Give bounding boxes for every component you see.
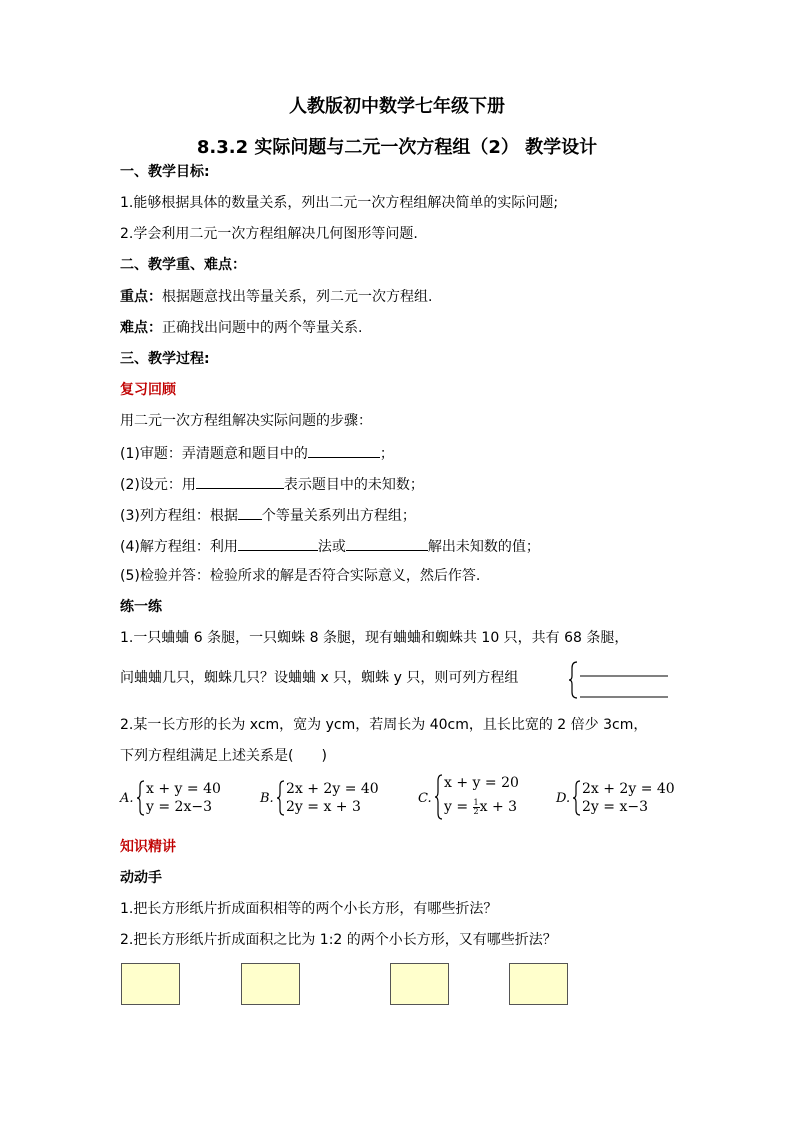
option-a-eq-1: x + y = 40 bbox=[146, 781, 221, 797]
key-point bbox=[120, 287, 432, 307]
paper-rectangle-1 bbox=[121, 963, 180, 1005]
step-3-text: (3)列方程组：根据 bbox=[120, 508, 238, 524]
step-1-text: (1)审题：弄清题意和题目中的 bbox=[120, 446, 308, 462]
option-b-eq-1: 2x + 2y = 40 bbox=[286, 781, 379, 797]
practice-heading: 练一练 bbox=[120, 599, 162, 615]
key-point-text: 根据题意找出等量关系，列二元一次方程组. bbox=[162, 289, 433, 305]
option-b-brace bbox=[276, 780, 286, 816]
option-d-eq-2: 2y = x−3 bbox=[582, 799, 648, 815]
option-d-brace bbox=[572, 780, 582, 816]
option-a-eq-2: y = 2x−3 bbox=[146, 799, 212, 815]
question-1-answer-brace bbox=[568, 660, 672, 700]
step-1-end: ； bbox=[379, 446, 394, 462]
section2-heading: 二、教学重、难点： bbox=[120, 257, 246, 273]
option-c-eq-1: x + y = 20 bbox=[444, 775, 519, 791]
section1-heading: 一、教学目标: bbox=[120, 164, 210, 180]
step-3-blank bbox=[238, 504, 262, 520]
hands-on-heading: 动动手 bbox=[120, 870, 162, 886]
step-1-blank bbox=[308, 442, 380, 458]
document-title: 人教版初中数学七年级下册 bbox=[289, 96, 505, 117]
option-c-fraction bbox=[473, 799, 480, 816]
option-a-brace bbox=[136, 780, 146, 816]
step-2 bbox=[120, 473, 424, 495]
knowledge-heading: 知识精讲 bbox=[120, 839, 176, 855]
key-point-label: 重点： bbox=[120, 289, 162, 305]
question-1-line-1: 1.一只蛐蛐 6 条腿，一只蜘蛛 8 条腿，现有蛐蛐和蜘蛛共 10 只，共有 68 条腿， bbox=[120, 630, 629, 646]
objective-2: 2.学会利用二元一次方程组解决几何图形等问题. bbox=[120, 226, 418, 242]
step-4-text: (4)解方程组：利用 bbox=[120, 539, 238, 555]
knowledge-item-2: 2.把长方形纸片折成面积之比为 1:2 的两个小长方形，又有哪些折法？ bbox=[120, 932, 557, 948]
step-3-end: 个等量关系列出方程组； bbox=[261, 508, 416, 524]
step-4 bbox=[120, 535, 540, 557]
paper-rectangle-2 bbox=[241, 963, 300, 1005]
step-1 bbox=[120, 442, 394, 464]
question-2-line-2: 下列方程组满足上述关系是( ) bbox=[120, 748, 327, 764]
option-b-letter: B. bbox=[260, 791, 274, 806]
difficult-point-text: 正确找出问题中的两个等量关系. bbox=[162, 320, 363, 336]
step-2-text: (2)设元：用 bbox=[120, 477, 196, 493]
review-intro: 用二元一次方程组解决实际问题的步骤： bbox=[120, 413, 372, 429]
question-1-line-2: 问蛐蛐几只，蜘蛛几只？设蛐蛐 x 只，蜘蛛 y 只，则可列方程组 bbox=[120, 670, 519, 686]
document-subtitle: 8.3.2 实际问题与二元一次方程组（2） 教学设计 bbox=[196, 137, 598, 158]
paper-rectangle-3 bbox=[390, 963, 449, 1005]
step-5: (5)检验并答：检验所求的解是否符合实际意义，然后作答. bbox=[120, 568, 481, 584]
knowledge-item-1: 1.把长方形纸片折成面积相等的两个小长方形，有哪些折法？ bbox=[120, 901, 498, 917]
step-2-end: 表示题目中的未知数； bbox=[283, 477, 424, 493]
option-d-eq-1: 2x + 2y = 40 bbox=[582, 781, 675, 797]
step-2-blank bbox=[196, 473, 284, 489]
option-a-letter: A. bbox=[120, 791, 134, 806]
option-d-letter: D. bbox=[556, 791, 571, 806]
option-c-brace bbox=[434, 774, 444, 820]
step-3 bbox=[120, 504, 416, 526]
question-2-line-1: 2.某一长方形的长为 xcm，宽为 ycm，若周长为 40cm，且长比宽的 2 倍少 3cm， bbox=[120, 717, 648, 733]
step-4-end: 解出未知数的值； bbox=[427, 539, 540, 555]
paper-rectangle-4 bbox=[509, 963, 568, 1005]
review-heading: 复习回顾 bbox=[120, 382, 176, 398]
option-c-eq-2-left: y = bbox=[444, 799, 473, 815]
step-4-blank-1 bbox=[238, 535, 318, 551]
option-b-eq-2: 2y = x + 3 bbox=[286, 799, 361, 815]
difficult-point-label: 难点： bbox=[120, 320, 162, 336]
option-c-eq-2 bbox=[444, 798, 517, 816]
step-4-mid: 法或 bbox=[317, 539, 346, 555]
fraction-denominator: 2 bbox=[473, 806, 479, 816]
step-4-blank-2 bbox=[346, 535, 428, 551]
option-c-eq-2-right: x + 3 bbox=[479, 799, 518, 815]
section3-heading: 三、教学过程: bbox=[120, 351, 210, 367]
option-c-letter: C. bbox=[418, 791, 432, 806]
difficult-point bbox=[120, 318, 362, 338]
objective-1: 1.能够根据具体的数量关系，列出二元一次方程组解决简单的实际问题; bbox=[120, 195, 559, 211]
fraction-numerator: 1 bbox=[473, 797, 479, 807]
